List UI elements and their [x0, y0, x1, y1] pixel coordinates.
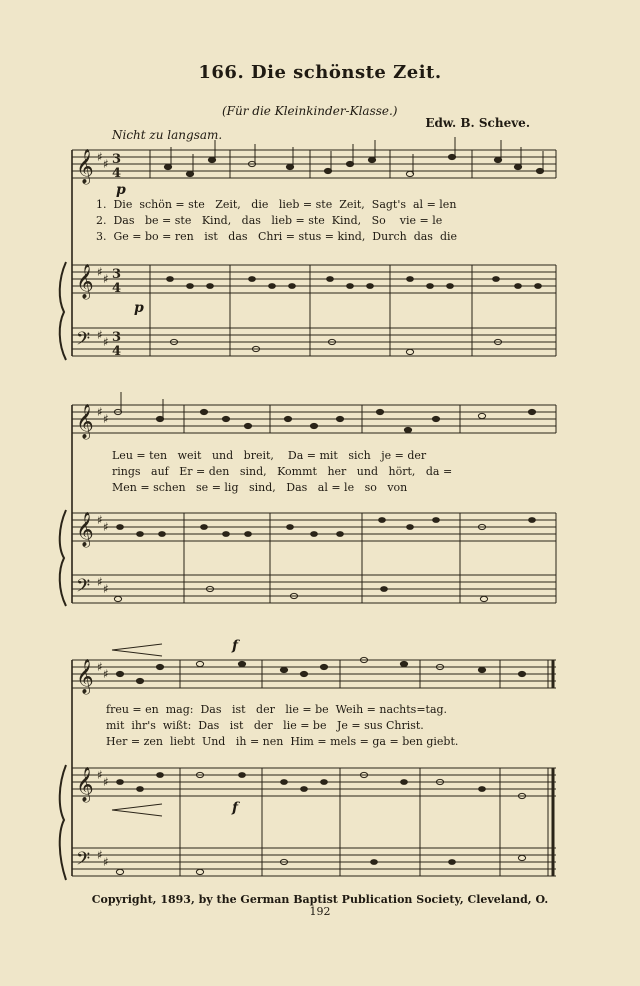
- staff-piano-bass-1: [72, 328, 556, 356]
- svg-text:3: 3: [112, 267, 122, 282]
- svg-text:𝄞: 𝄞: [76, 512, 94, 547]
- staff-piano-bass-3: [72, 848, 556, 876]
- svg-text:𝄢: 𝄢: [76, 849, 91, 874]
- copyright-notice: Copyright, 1893, by the German Baptist Publication Society, Cleveland, O.: [91, 893, 549, 906]
- svg-text:♯: ♯: [103, 582, 109, 596]
- svg-text:𝄞: 𝄞: [76, 149, 94, 184]
- lyric-line-s1-v1: 1. Die schön = ste Zeit, die lieb = ste Zeit, Sagt's al = len: [96, 198, 457, 211]
- svg-text:𝄞: 𝄞: [76, 404, 94, 439]
- svg-text:♯: ♯: [97, 265, 103, 279]
- lyric-line-s3-v3: Her = zen liebt Und ih = nen Him = mels = ga = ben giebt.: [106, 735, 459, 748]
- dynamic-piano-voice: p: [116, 182, 126, 198]
- svg-text:𝄢: 𝄢: [76, 329, 91, 354]
- page-number: 192: [309, 905, 331, 918]
- staff-voice-3: [72, 660, 556, 688]
- svg-text:♯: ♯: [97, 575, 103, 589]
- svg-text:𝄞: 𝄞: [76, 767, 94, 802]
- svg-text:♯: ♯: [97, 513, 103, 527]
- tempo-marking: Nicht zu langsam.: [112, 128, 223, 142]
- lyric-line-s2-v1: Leu = ten weit und breit, Da = mit sich je = der: [112, 449, 427, 462]
- svg-text:4: 4: [112, 344, 122, 359]
- hymn-subtitle: (Für die Kleinkinder-Klasse.): [222, 104, 398, 118]
- composer-credit: Edw. B. Scheve.: [425, 116, 530, 130]
- svg-text:♯: ♯: [103, 775, 109, 789]
- svg-text:♯: ♯: [103, 335, 109, 349]
- lyric-line-s1-v2: 2. Das be = ste Kind, das lieb = ste Kind, So vie = le: [96, 214, 443, 227]
- lyric-line-s3-v2: mit ihr's wißt: Das ist der lie = be Je = sus Christ.: [106, 719, 424, 732]
- staff-piano-treble-3: [72, 768, 556, 796]
- svg-text:♯: ♯: [103, 855, 109, 869]
- svg-text:4: 4: [112, 281, 122, 296]
- hymn-number: 166.: [198, 62, 245, 83]
- staff-piano-treble-1: [72, 265, 556, 293]
- svg-text:𝄢: 𝄢: [76, 576, 91, 601]
- svg-text:♯: ♯: [97, 328, 103, 342]
- dynamic-forte-voice: f: [232, 638, 239, 654]
- lyric-line-s1-v3: 3. Ge = bo = ren ist das Chri = stus = kind, Durch das die: [96, 230, 458, 243]
- staff-voice-1: [72, 150, 556, 178]
- svg-text:3: 3: [112, 330, 122, 345]
- lyric-line-s2-v2: rings auf Er = den sind, Kommt her und hört, da =: [112, 465, 453, 478]
- svg-text:♯: ♯: [103, 520, 109, 534]
- svg-text:♯: ♯: [97, 848, 103, 862]
- hymn-title: Die schönste Zeit.: [251, 62, 442, 83]
- svg-text:♯: ♯: [97, 405, 103, 419]
- dynamic-piano-accomp: p: [134, 300, 144, 316]
- svg-text:♯: ♯: [103, 667, 109, 681]
- svg-text:♯: ♯: [103, 157, 109, 171]
- svg-text:♯: ♯: [103, 412, 109, 426]
- svg-text:♯: ♯: [103, 272, 109, 286]
- lyric-line-s2-v3: Men = schen se = lig sind, Das al = le so von: [112, 481, 408, 494]
- svg-text:𝄞: 𝄞: [76, 659, 94, 694]
- svg-text:𝄞: 𝄞: [76, 264, 94, 299]
- dynamic-forte-accomp: f: [232, 800, 239, 816]
- svg-text:♯: ♯: [97, 768, 103, 782]
- svg-text:4: 4: [112, 166, 122, 181]
- svg-text:♯: ♯: [97, 660, 103, 674]
- staff-piano-bass-2: [72, 575, 556, 603]
- svg-text:♯: ♯: [97, 150, 103, 164]
- lyric-line-s3-v1: freu = en mag: Das ist der lie = be Weih = nachts=tag.: [106, 703, 448, 716]
- hymn-heading: [0, 62, 640, 83]
- svg-text:3: 3: [112, 152, 122, 167]
